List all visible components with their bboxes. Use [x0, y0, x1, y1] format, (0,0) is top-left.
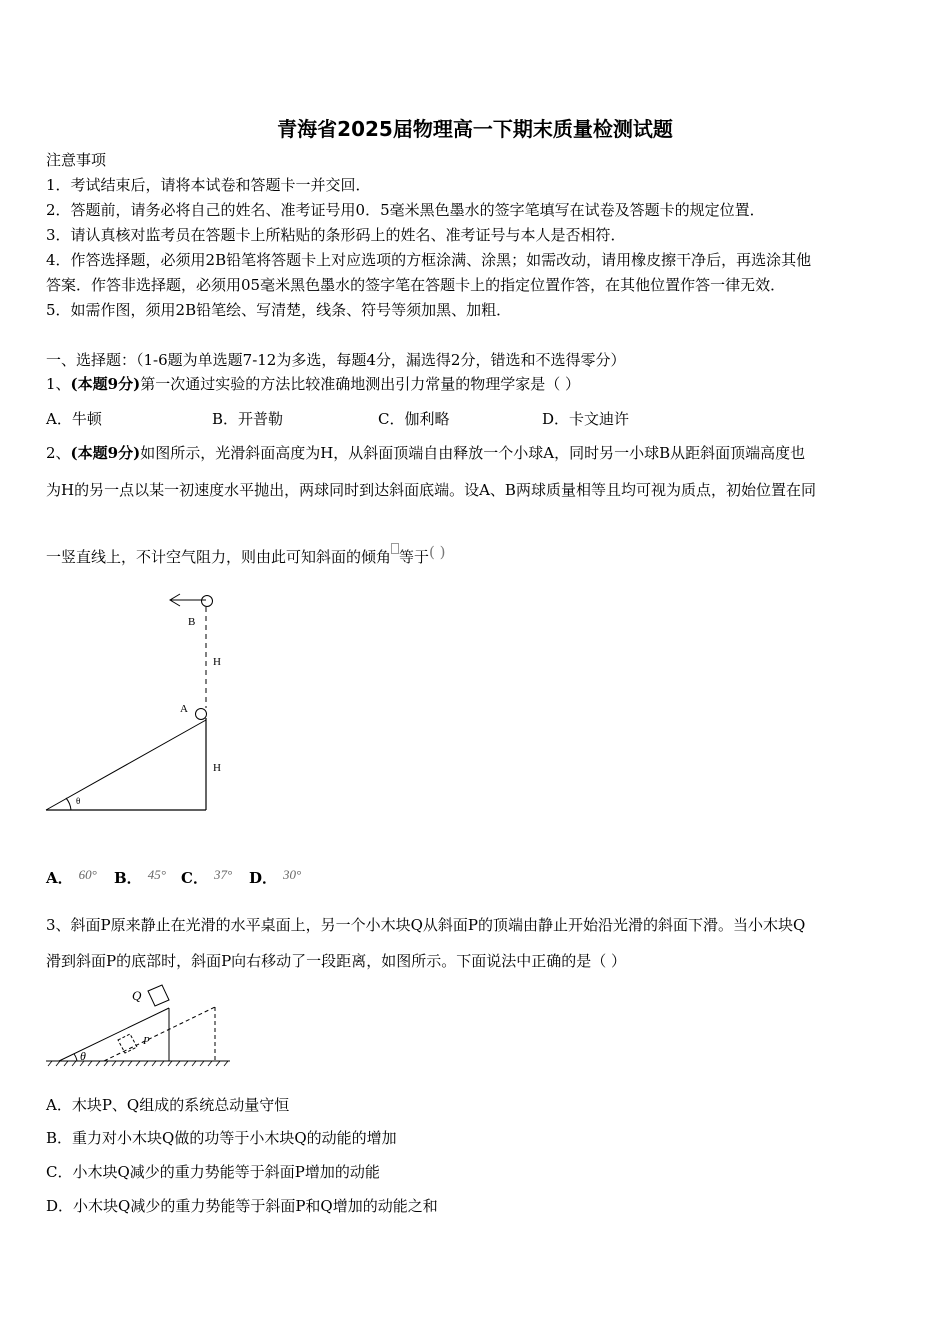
- missing-glyph-icon: [391, 543, 399, 554]
- label-p: P: [143, 1035, 150, 1047]
- label-b: B: [188, 616, 196, 628]
- incline-figure-q2: [40, 585, 270, 820]
- section-heading: 一、选择题：（1-6题为单选题7-12为多选，每题4分，漏选得2分，错选和不选得零分）: [46, 351, 626, 369]
- page-title: 青海省2025届物理高一下期末质量检测试题: [277, 117, 673, 141]
- label-theta: θ: [80, 1049, 86, 1063]
- q2-option-d: D． 30°: [249, 867, 302, 887]
- label-a: A: [180, 703, 188, 715]
- q1-option-a: A．牛顿: [46, 410, 102, 428]
- question-2-line: [46, 542, 446, 567]
- q2-option-a: A． 60°: [46, 867, 97, 887]
- q2-option-c: C． 37°: [181, 867, 233, 887]
- notice-item: 答案．作答非选择题，必须用05毫米黑色墨水的签字笔在答题卡上的指定位置作答，在其他位置作答一律无效．: [46, 276, 786, 294]
- q1-num: 1、: [46, 375, 71, 393]
- q2-option-b: B． 45°: [114, 867, 166, 887]
- q1-score: (本题9分): [70, 375, 141, 393]
- incline-figure-q3: [44, 978, 239, 1068]
- label-h-upper: H: [213, 656, 221, 668]
- label-theta: θ: [76, 796, 81, 806]
- q1-option-c: C．伽利略: [378, 410, 450, 428]
- q1-text: 第一次通过实验的方法比较准确地测出引力常量的物理学家是（ ）: [140, 375, 580, 393]
- q2-text: 如图所示，光滑斜面高度为H，从斜面顶端自由释放一个小球A，同时另一小球B从距斜面顶端高度也: [140, 444, 806, 462]
- q2-text: 一竖直线上，不计空气阻力，则由此可知斜面的倾角: [46, 548, 392, 566]
- q2-num: 2、: [46, 444, 71, 462]
- label-q: Q: [132, 988, 142, 1003]
- question-3-line: 滑到斜面P的底部时，斜面P向右移动了一段距离，如图所示。下面说法中正确的是（ ）: [46, 952, 626, 970]
- question-1: [46, 374, 580, 394]
- q1-option-d: D．卡文迪许: [542, 410, 630, 428]
- notice-item: 2．答题前，请务必将自己的姓名、准考证号用0．5毫米黑色墨水的签字笔填写在试卷及答题卡的规定位置．: [46, 201, 765, 219]
- question-2-line: [46, 443, 805, 463]
- q2-paren: ( ): [429, 543, 446, 561]
- q3-option-d: D．小木块Q减少的重力势能等于斜面P和Q增加的动能之和: [46, 1197, 438, 1215]
- q3-option-c: C．小木块Q减少的重力势能等于斜面P增加的动能: [46, 1163, 380, 1181]
- notice-item: 5．如需作图，须用2B铅笔绘、写清楚，线条、符号等须加黑、加粗．: [46, 301, 512, 319]
- notice-item: 3．请认真核对监考员在答题卡上所粘贴的条形码上的姓名、准考证号与本人是否相符．: [46, 226, 626, 244]
- q3-option-b: B．重力对小木块Q做的功等于小木块Q的动能的增加: [46, 1129, 397, 1147]
- q1-option-b: B．开普勒: [212, 410, 284, 428]
- notice-item: 1．考试结束后，请将本试卷和答题卡一并交回．: [46, 176, 371, 194]
- q2-text: 等于: [399, 548, 430, 566]
- notice-item: 4．作答选择题，必须用2B铅笔将答题卡上对应选项的方框涂满、涂黑；如需改动，请用橡皮擦干净后，再选涂其他: [46, 251, 812, 269]
- label-h-lower: H: [213, 762, 221, 774]
- notice-heading: 注意事项: [46, 151, 107, 169]
- question-2-line: 为H的另一点以某一初速度水平抛出，两球同时到达斜面底端。设A、B两球质量相等且均可视为质点，初始位置在同: [46, 481, 816, 499]
- q3-option-a: A．木块P、Q组成的系统总动量守恒: [46, 1096, 290, 1114]
- question-3-line: 3、斜面P原来静止在光滑的水平桌面上，另一个小木块Q从斜面P的顶端由静止开始沿光滑的斜面下滑。当小木块Q: [46, 916, 806, 934]
- q2-score: (本题9分): [70, 444, 141, 462]
